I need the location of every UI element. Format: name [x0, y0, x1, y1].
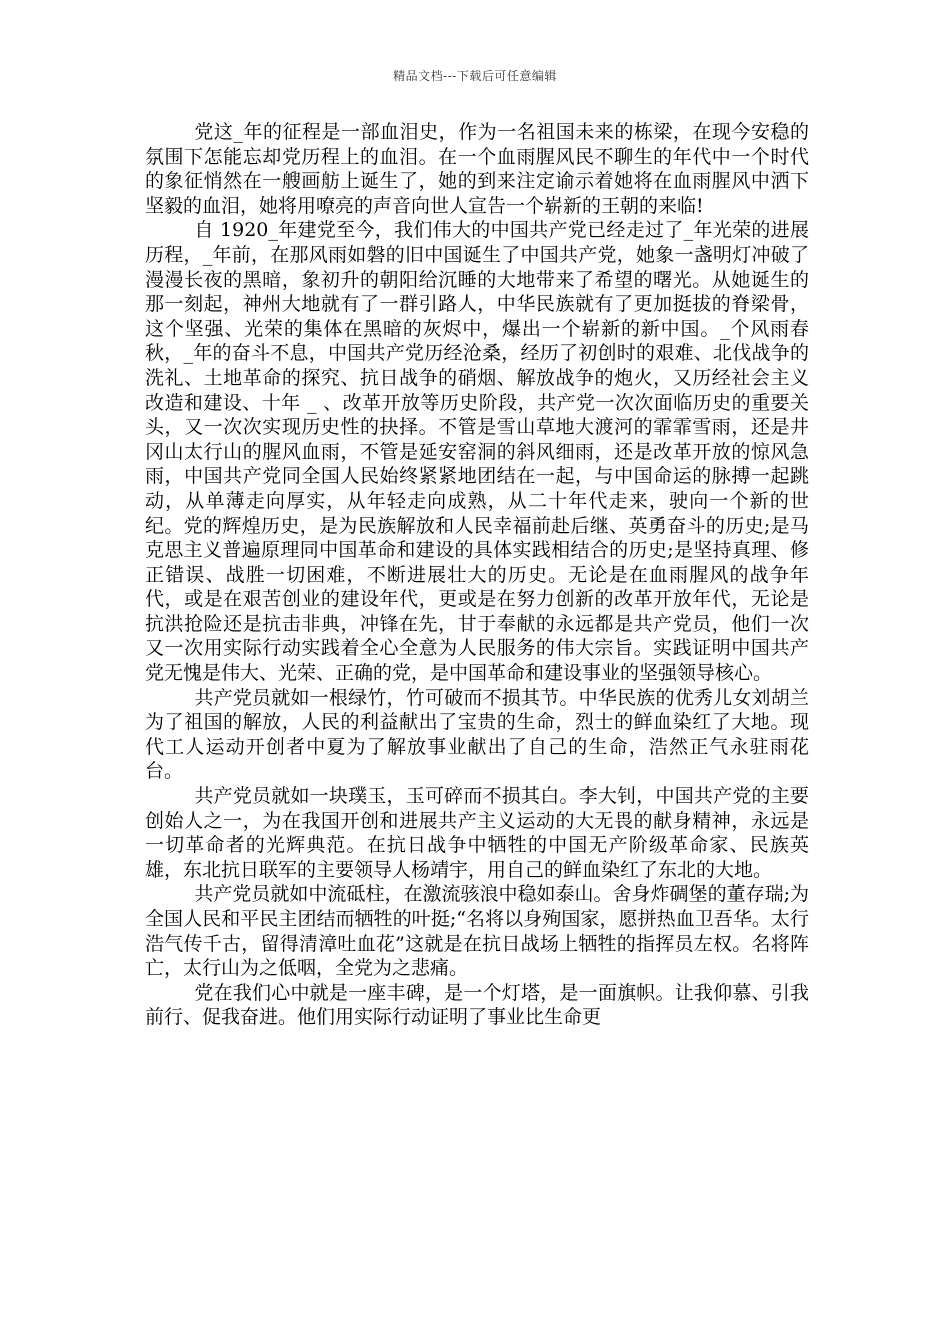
document-body — [145, 120, 809, 1030]
paragraph: 共产党员就如中流砥柱，在激流骇浪中稳如泰山。舍身炸碉堡的董存瑞;为全国人民和平民主团结而牺牲的叶挺;“名将以身殉国家，愿拼热血卫吾华。太行浩气传千古，留得清漳吐血花”这就是在抗日战场上牺牲的指挥员左权。名将阵亡，太行山为之低咽，全党为之悲痛。 — [145, 883, 809, 980]
paragraph: 共产党员就如一块璞玉，玉可碎而不损其白。李大钊，中国共产党的主要创始人之一，为在我国开创和进展共产主义运动的大无畏的献身精神，永远是一切革命者的光辉典范。在抗日战争中牺牲的中国无产阶级革命家、民族英雄，东北抗日联军的主要领导人杨靖宇，用自己的鲜血染红了东北的大地。 — [145, 785, 809, 881]
paragraph: 党在我们心中就是一座丰碑，是一个灯塔，是一面旗帜。让我仰慕、引我前行、促我奋进。他们用实际行动证明了事业比生命更 — [145, 981, 809, 1029]
paragraph: 党这_年的征程是一部血泪史，作为一名祖国未来的栋梁，在现今安稳的氛围下怎能忘却党历程上的血泪。在一个血雨腥风民不聊生的年代中一个时代的象征悄然在一艘画舫上诞生了，她的到来注定谕示着她将在血雨腥风中洒下坚毅的血泪，她将用嘹亮的声音向世人宣告一个崭新的王朝的来临! — [145, 121, 809, 217]
paragraph: 自 1920_年建党至今，我们伟大的中国共产党已经走过了_年光荣的进展历程，_年前，在那风雨如磐的旧中国诞生了中国共产党，她象一盏明灯冲破了漫漫长夜的黑暗，象初升的朝阳给沉睡的大地带来了希望的曙光。从她诞生的那一刻起，神州大地就有了一群引路人，中华民族就有了更加挺拔的脊梁骨，这个坚强、光荣的集体在黑暗的灰烬中，爆出一个崭新的新中国。_个风雨春秋，_年的奋斗不息，中国共产党历经沧桑，经历了初创时的艰难、北伐战争的洗礼、土地革命的探究、抗日战争的硝烟、解放战争的炮火，又历经社会主义改造和建设、十年 _ 、改革开放等历史阶段，共产党一次次面临历史的重要关头，又一次次实现历史性的抉择。不管是雪山草地大渡河的霏霏雪雨，还是井冈山太行山的腥风血雨，不管是延安窑洞的斜风细雨，还是改革开放的惊风急雨，中国共产党同全国人民始终紧紧地团结在一起，与中国命运的脉搏一起跳动，从单薄走向厚实，从年轻走向成熟，从二十年代走来，驶向一个新的世纪。党的辉煌历史，是为民族解放和人民幸福前赴后继、英勇奋斗的历史;是马克思主义普遍原理同中国革命和建设的具体实践相结合的历史;是坚持真理、修正错误、战胜一切困难，不断进展壮大的历史。无论是在血雨腥风的战争年代，或是在艰苦创业的建设年代，更或是在努力创新的改革开放年代，无论是抗洪抢险还是抗击非典，冲锋在先，甘于奉献的永远都是共产党员，他们一次又一次用实际行动实践着全心全意为人民服务的伟大宗旨。实践证明中国共产党无愧是伟大、光荣、正确的党，是中国革命和建设事业的坚强领导核心。 — [145, 219, 809, 685]
page-header: 精品文档---下载后可任意编辑 — [393, 69, 557, 83]
paragraph: 共产党员就如一根绿竹，竹可破而不损其节。中华民族的优秀儿女刘胡兰为了祖国的解放，人民的利益献出了宝贵的生命，烈士的鲜血染红了大地。现代工人运动开创者中夏为了解放事业献出了自己的生命，浩然正气永驻雨花台。 — [145, 686, 809, 783]
